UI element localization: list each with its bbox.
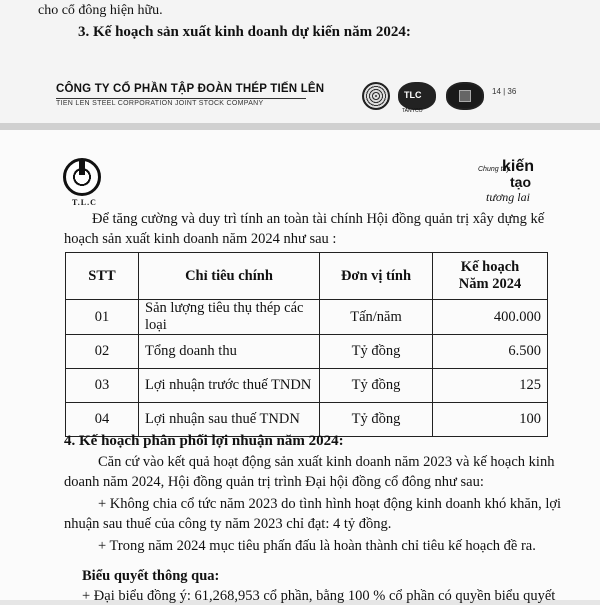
page-number: 14 | 36 xyxy=(492,87,517,96)
tanyco-caption: TANYCO xyxy=(402,108,423,114)
cell-unit: Tấn/năm xyxy=(320,300,433,335)
cell-unit: Tỷ đồng xyxy=(320,335,433,369)
business-plan-table xyxy=(65,252,548,437)
slogan-part: tương lai xyxy=(486,190,530,204)
intro-line: Để tăng cường và duy trì tính an toàn tài chính Hội đồng quản trị xây dựng kế xyxy=(92,211,545,227)
slogan-part: kiến xyxy=(502,158,535,175)
previous-page xyxy=(0,0,600,123)
cell-value: 6.500 xyxy=(433,335,548,369)
cell-stt: 01 xyxy=(66,300,139,335)
table-row xyxy=(66,335,548,369)
table-row xyxy=(66,300,548,335)
table-header-row xyxy=(66,253,548,300)
footer-divider xyxy=(56,98,306,99)
subsidiary-logo-icon xyxy=(446,82,484,110)
cell-indicator: Lợi nhuận trước thuế TNDN xyxy=(139,369,320,403)
company-logo-icon xyxy=(63,158,101,196)
paragraph-line: + Không chia cổ tức năm 2023 do tình hình hoạt động kinh doanh khó khăn, lợi xyxy=(98,496,562,512)
company-logo-label: T.L.C xyxy=(72,198,97,207)
paragraph-line: doanh năm 2024, Hội đồng quản trị trình Đại hội đồng cổ đông như sau: xyxy=(64,474,484,490)
cell-unit: Tỷ đồng xyxy=(320,403,433,437)
tlc-logo-text: TLC xyxy=(404,90,422,100)
slogan-logo xyxy=(478,158,568,218)
company-name-en: TIEN LEN STEEL CORPORATION JOINT STOCK COMPANY xyxy=(56,100,264,107)
vote-heading: Biểu quyết thông qua: xyxy=(82,568,220,584)
previous-text-line: cho cổ đông hiện hữu. xyxy=(38,3,163,18)
cell-unit: Tỷ đồng xyxy=(320,369,433,403)
cell-value: 125 xyxy=(433,369,548,403)
company-name-vn: CÔNG TY CỔ PHẦN TẬP ĐOÀN THÉP TIẾN LÊN xyxy=(56,83,325,95)
cell-value: 400.000 xyxy=(433,300,548,335)
section-3-heading: 3. Kế hoạch sản xuất kinh doanh dự kiến năm 2024: xyxy=(78,24,411,40)
table-row xyxy=(66,369,548,403)
header-stt: STT xyxy=(66,253,139,300)
current-page xyxy=(0,130,600,604)
intro-line: hoạch sản xuất kinh doanh năm 2024 như sau : xyxy=(64,231,337,247)
header-unit: Đơn vị tính xyxy=(320,253,433,300)
cell-indicator: Tổng doanh thu xyxy=(139,335,320,369)
seal-logo-icon xyxy=(362,82,390,110)
vote-result-line: + Đại biểu đồng ý: 61,268,953 cổ phần, bằng 100 % cổ phần có quyền biểu quyết xyxy=(82,588,556,604)
cell-stt: 04 xyxy=(66,403,139,437)
slogan-part: Chung tay xyxy=(478,166,510,173)
header-plan-line1: Kế hoạch xyxy=(460,259,520,275)
page-separator xyxy=(0,123,600,130)
header-plan xyxy=(433,253,548,300)
header-plan-line2: Năm 2024 xyxy=(458,276,522,292)
tlc-logo-icon xyxy=(398,82,436,110)
cell-indicator: Sản lượng tiêu thụ thép các loại xyxy=(139,300,320,335)
cell-stt: 03 xyxy=(66,369,139,403)
page-footer xyxy=(22,78,582,116)
slogan-part: tạo xyxy=(510,174,531,190)
cell-value: 100 xyxy=(433,403,548,437)
section-4-heading: 4. Kế hoạch phân phối lợi nhuận năm 2024: xyxy=(64,433,344,449)
cell-stt: 02 xyxy=(66,335,139,369)
paragraph-line: nhuận sau thuế của công ty năm 2023 chỉ đạt: 4 tỷ đồng. xyxy=(64,516,392,532)
paragraph-line: + Trong năm 2024 mục tiêu phấn đấu là hoàn thành chỉ tiêu kế hoạch đề ra. xyxy=(98,538,536,554)
header-indicator: Chỉ tiêu chính xyxy=(139,253,320,300)
cell-indicator: Lợi nhuận sau thuế TNDN xyxy=(139,403,320,437)
paragraph-line: Căn cứ vào kết quả hoạt động sản xuất kinh doanh năm 2023 và kế hoạch kinh xyxy=(98,454,555,470)
